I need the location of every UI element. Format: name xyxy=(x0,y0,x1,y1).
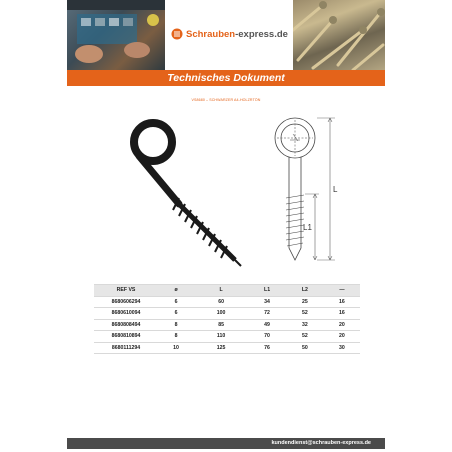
table-cell: 16 xyxy=(324,296,360,308)
table-cell: 8680111294 xyxy=(94,342,158,354)
table-cell: 16 xyxy=(324,308,360,320)
table-row xyxy=(94,319,360,331)
technical-drawing xyxy=(275,118,335,260)
table-row xyxy=(94,331,360,343)
document-page xyxy=(67,0,385,452)
table-cell: 100 xyxy=(194,308,248,320)
column-header: L1 xyxy=(248,285,286,297)
table-cell: 8 xyxy=(158,319,194,331)
table-cell: 52 xyxy=(286,331,324,343)
table-cell: 30 xyxy=(324,342,360,354)
header xyxy=(67,0,385,70)
column-header: REF VS xyxy=(94,285,158,297)
table-cell: 32 xyxy=(286,319,324,331)
table-cell: 20 xyxy=(324,331,360,343)
page-title: Technisches Dokument xyxy=(167,72,285,84)
brand-logo xyxy=(171,24,291,44)
product-illustrations xyxy=(67,108,385,280)
title-bar xyxy=(67,70,385,86)
table-cell: 10 xyxy=(158,342,194,354)
product-subtitle: VS8680 – SCHWARZER A4-HOLZRTÖN xyxy=(191,98,261,102)
logo-brand-text: Schrauben xyxy=(186,28,236,40)
dimension-label-total: L xyxy=(333,185,338,194)
table-cell: 76 xyxy=(248,342,286,354)
table-cell: 8 xyxy=(158,331,194,343)
column-header: ø xyxy=(158,285,194,297)
table-cell: 125 xyxy=(194,342,248,354)
table-cell: 49 xyxy=(248,319,286,331)
table-cell: 8680808494 xyxy=(94,319,158,331)
header-photo-screws xyxy=(293,0,385,70)
eye-screw-photo xyxy=(134,123,241,266)
column-header: L xyxy=(194,285,248,297)
table-cell: 70 xyxy=(248,331,286,343)
table-cell: 8680610094 xyxy=(94,308,158,320)
table-header-row xyxy=(94,285,360,297)
table-row xyxy=(94,342,360,354)
footer-bar xyxy=(67,438,385,449)
column-header: L2 xyxy=(286,285,324,297)
table-cell: 110 xyxy=(194,331,248,343)
table-cell: 20 xyxy=(324,319,360,331)
table-cell: 25 xyxy=(286,296,324,308)
table-cell: 85 xyxy=(194,319,248,331)
table-cell: 6 xyxy=(158,296,194,308)
header-photo-workbench xyxy=(67,0,165,70)
table-cell: 52 xyxy=(286,308,324,320)
table-row xyxy=(94,296,360,308)
table-cell: 72 xyxy=(248,308,286,320)
table-cell: 8680810894 xyxy=(94,331,158,343)
dimension-label-thread: L1 xyxy=(303,223,312,232)
table-cell: 50 xyxy=(286,342,324,354)
column-header: — xyxy=(324,285,360,297)
table-cell: 34 xyxy=(248,296,286,308)
table-cell: 8680606294 xyxy=(94,296,158,308)
table-row xyxy=(94,308,360,320)
footer-email-link[interactable]: kundendienst@schrauben-express.de xyxy=(271,439,371,446)
spec-table xyxy=(94,284,360,354)
logo-screw-icon xyxy=(171,28,183,40)
logo-suffix-text: -express.de xyxy=(235,28,288,40)
table-cell: 60 xyxy=(194,296,248,308)
table-cell: 6 xyxy=(158,308,194,320)
